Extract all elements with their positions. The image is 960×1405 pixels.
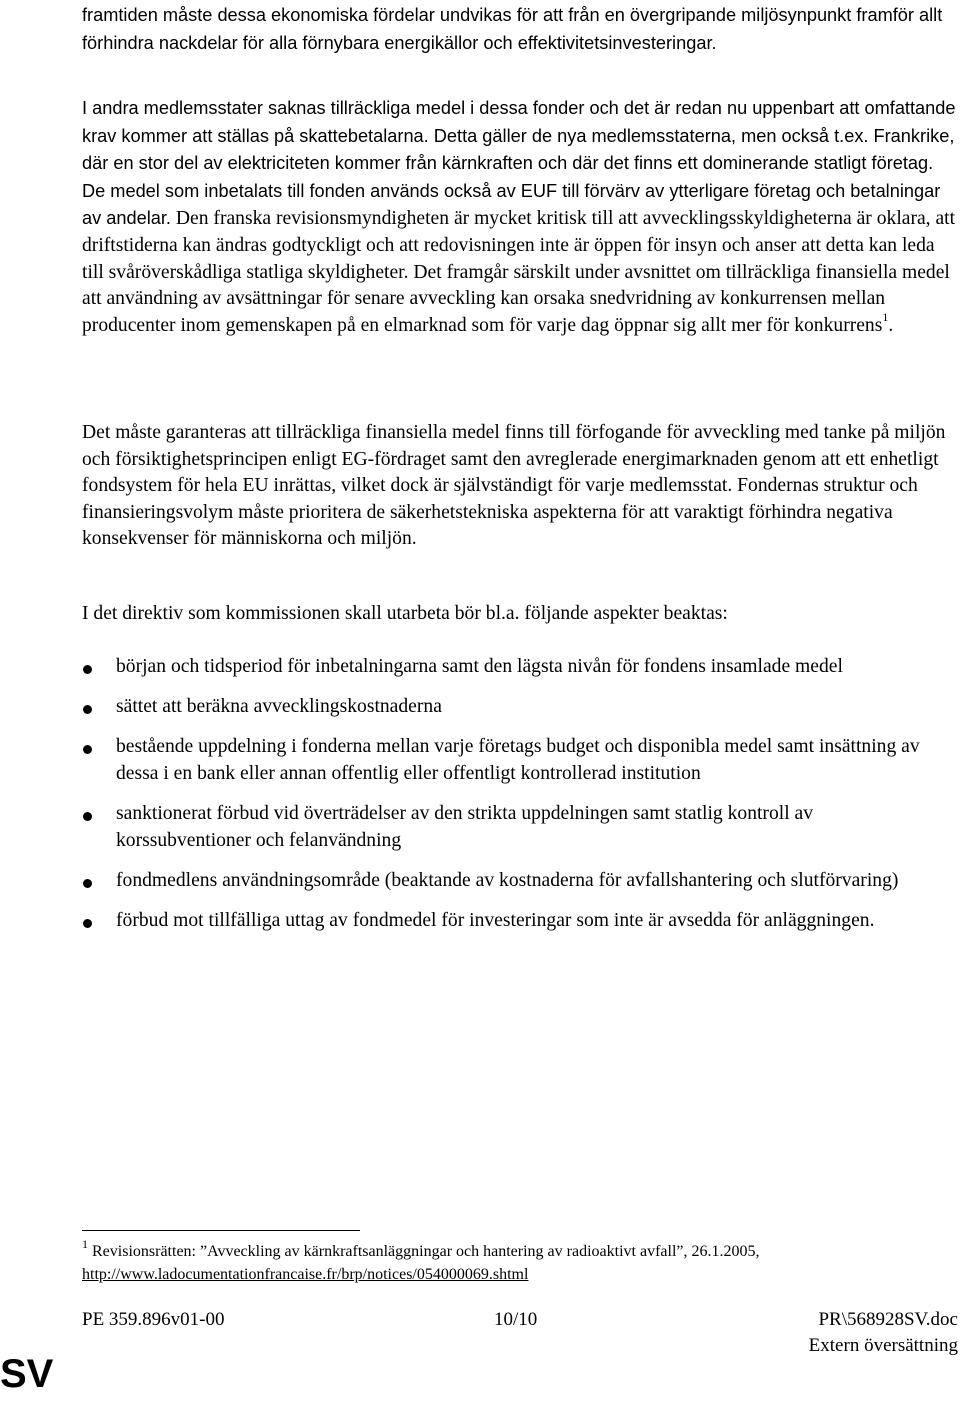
language-code: SV	[0, 1352, 54, 1396]
footnote	[82, 1236, 952, 1286]
paragraph-2-sans-part: I andra medlemsstater saknas tillräckliga medel i dessa fonder och det är redan nu uppenbart att omfattande krav kommer att ställas på skattebetalarna. Detta gäller de nya medlemsstaterna, men också t.ex. Frankrike, där en stor del av elektriciteten kommer från kärnkraften och där det finns ett dominerande statligt företag. De medel som inbetalats till fonden används också av EUF till förvärv av ytterligare företag och betalningar av andelar.	[82, 98, 956, 229]
list-item: förbud mot tillfälliga uttag av fondmedel för investeringar som inte är avsedda för anläggningen.	[82, 908, 952, 935]
paragraph-3: Det måste garanteras att tillräckliga finansiella medel finns till förfogande för avveckling med tanke på miljön och försiktighetsprincipen enligt EG-fördraget samt den avreglerade energimarknaden genom att ett enhetligt fondsystem för hela EU inrättas, vilket dock är självständigt för varje medlemsstat. Fondernas struktur och finansieringsvolym måste prioritera de säkerhetstekniska aspekterna för att varaktigt förhindra negativa konsekvenser för människorna och miljön.	[82, 422, 946, 550]
footnote-link[interactable]: http://www.ladocumentationfrancaise.fr/brp/notices/054000069.shtml	[82, 1266, 529, 1283]
paragraph-2-serif-part: Den franska revisionsmyndigheten är mycket kritisk till att avvecklingsskyldigheterna är oklara, att driftstiderna kan ändras godtyckligt och att redovisningen inte är öppen för insyn och anser att detta kan leda till svåröverskådliga statliga skyldigheter. Det framgår särskilt under avsnittet om tillräckliga finansiella medel att användning av avsättningar för senare avveckling kan orsaka snedvridning av konkurrensen mellan producenter inom gemenskapen på en elmarknad som för varje dag öppnar sig allt mer för konkurrens	[82, 208, 956, 336]
aspects-list	[82, 654, 952, 948]
bullet-icon	[83, 665, 92, 674]
list-item: fondmedlens användningsområde (beaktande av kostnaderna för avfallshantering och slutförvaring)	[82, 868, 952, 895]
footnote-divider	[82, 1230, 360, 1231]
list-item: sanktionerat förbud vid överträdelser av den strikta uppdelningen samt statlig kontroll av korssubventioner och felanvändning	[82, 801, 952, 854]
bullet-icon	[83, 745, 92, 754]
document-reference: PE 359.896v01-00	[82, 1309, 225, 1330]
paragraph-4: I det direktiv som kommissionen skall utarbeta bör bl.a. följande aspekter beaktas:	[82, 603, 728, 624]
footnote-text: Revisionsrätten: ”Avveckling av kärnkraftsanläggningar och hantering av radioaktivt avfall”, 26.1.2005,	[92, 1243, 760, 1260]
bullet-icon	[83, 705, 92, 714]
file-name: PR\568928SV.doc	[818, 1309, 958, 1330]
footnote-reference[interactable]: 1	[882, 310, 889, 325]
list-item: bestående uppdelning i fonderna mellan varje företags budget och disponibla medel samt insättning av dessa i en bank eller annan offentlig eller offentligt kontrollerad institution	[82, 734, 952, 787]
paragraph-2: I andra medlemsstater saknas tillräckliga medel i dessa fonder och det är redan nu uppenbart att omfattande krav kommer att ställas på skattebetalarna. Detta gäller de nya medlemsstaterna, men också t.ex. Frankrike, där en stor del av elektriciteten kommer från kärnkraften och där det finns ett dominerande statligt företag. De medel som inbetalats till fonden används också av EUF till förvärv av ytterligare företag och betalningar av andelar. Den franska revisionsmyndigheten är mycket kritisk till att avvecklingsskyldigheterna är oklara, att driftstiderna kan ändras godtyckligt och att redovisningen inte är öppen för insyn och anser att detta kan leda till svåröverskådliga statliga skyldigheter. Det framgår särskilt under avsnittet om tillräckliga finansiella medel att användning av avsättningar för senare avveckling kan orsaka snedvridning av konkurrensen mellan producenter inom gemenskapen på en elmarknad som för varje dag öppnar sig allt mer för konkurrens$^1$.	[82, 98, 956, 336]
bullet-icon	[83, 812, 92, 821]
page-number: 10/10	[494, 1309, 538, 1330]
page-footer	[82, 1308, 958, 1332]
list-item: början och tidsperiod för inbetalningarna samt den lägsta nivån för fondens insamlade medel	[82, 654, 952, 681]
translation-note: Extern översättning	[808, 1335, 958, 1356]
bullet-icon	[83, 879, 92, 888]
list-item: sättet att beräkna avvecklingskostnaderna	[82, 694, 952, 721]
paragraph-1: framtiden måste dessa ekonomiska fördelar undvikas för att från en övergripande miljösynpunkt framför allt förhindra nackdelar för alla förnybara energikällor och effektivitetsinvesteringar.	[82, 5, 943, 53]
footnote-number: 1	[82, 1236, 88, 1251]
bullet-icon	[83, 919, 92, 928]
